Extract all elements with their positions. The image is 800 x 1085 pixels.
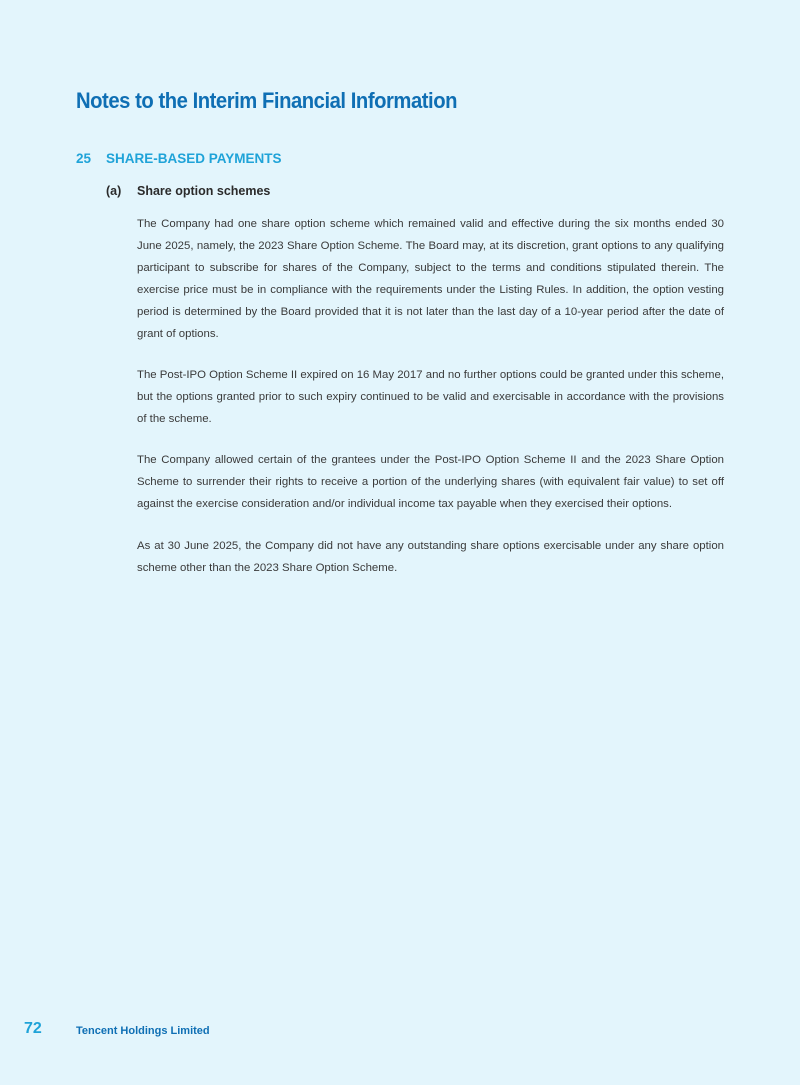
subsection-label: (a)	[106, 184, 122, 198]
subsection-title: Share option schemes	[137, 184, 271, 198]
page-title: Notes to the Interim Financial Information	[76, 88, 458, 113]
section-number: 25	[76, 151, 92, 166]
paragraph-surrender-rights: The Company allowed certain of the grantees under the Post-IPO Option Scheme II and the 2023 Share Option Scheme to surrender their rights to receive a portion of the underlying shares (with equivalent fair value) to set off against the exercise consideration and/or individual income tax payable when they exercised their options.	[137, 454, 724, 510]
paragraph-post-ipo-expiry: The Post-IPO Option Scheme II expired on 16 May 2017 and no further options could be granted under this scheme, but the options granted prior to such expiry continued to be valid and exercisable in accordance with the provisions of the scheme.	[137, 369, 724, 425]
paragraph-outstanding-options: As at 30 June 2025, the Company did not have any outstanding share options exercisable under any share option scheme other than the 2023 Share Option Scheme.	[137, 540, 724, 574]
section-heading	[76, 151, 282, 166]
paragraph-share-option-scheme: The Company had one share option scheme which remained valid and effective during the six months ended 30 June 2025, namely, the 2023 Share Option Scheme. The Board may, at its discretion, grant options to any qualifying participant to subscribe for shares of the Company, subject to the terms and conditions stipulated therein. The exercise price must be in compliance with the requirements under the Listing Rules. In addition, the option vesting period is determined by the Board provided that it is not later than the last day of a 10-year period after the date of grant of options.	[137, 218, 724, 340]
footer-company-name: Tencent Holdings Limited	[76, 1025, 210, 1037]
subsection-heading	[106, 184, 270, 198]
section-title: SHARE-BASED PAYMENTS	[106, 151, 282, 166]
page-number: 72	[24, 1020, 42, 1037]
